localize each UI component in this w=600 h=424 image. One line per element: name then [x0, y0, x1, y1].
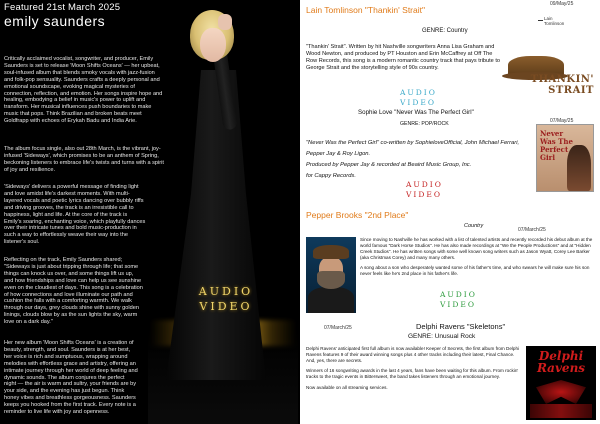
pepper-media-links — [440, 290, 500, 310]
bio-paragraph-2: The album focus single, also out 28th March, is the vibrant, joy-infused 'Sideways', which promises to be an anthem of Spring, beckoning listeners to embrace life's twists and turns with a spirit of joy and resilience. — [4, 146, 164, 173]
lain-description: "Thankin' Strait". Written by hit Nashville songwriters Anna Lisa Graham and Wood Newton, and produced by PT Houston and Erin McCaffrey at Off The Row Records, this song is a modern romantic country track that pays tribute to George Strait and the storytelling style of 90s country. — [306, 44, 501, 71]
lain-video-link[interactable]: VIDEO — [400, 98, 437, 107]
pepper-date: 07/March/25 — [518, 227, 546, 233]
lain-title: Lain Tomlinson "Thankin' Strait" — [306, 5, 426, 15]
featured-date: Featured 21st March 2025 — [4, 2, 121, 13]
logo-dash — [538, 20, 543, 21]
sophie-audio-link[interactable]: AUDIO — [406, 180, 443, 189]
audio-link[interactable]: AUDIO — [198, 285, 254, 298]
cover-title — [520, 74, 594, 96]
delphi-genre: GENRE: Unusual Rock — [408, 333, 476, 340]
bio-paragraph-3: 'Sideways' delivers a powerful message of finding light and love amidst life's darkest moments. With multi-layered vocals and poetic lyrics dancing over bubbly riffs and driving grooves, the track is an irresistible call to happiness, light and life. At the core of the track is Emily's soaring, enchanting voice, which playfully dances over their intricate tunes and bold music-production in such a way to effortlessly weave their way into the listener's soul. — [4, 184, 146, 246]
lain-media-links — [400, 88, 460, 108]
sophie-line-2: Produced by Pepper Jay & recorded at Beaird Music Group, Inc. — [306, 162, 472, 168]
artist-name: emily saunders — [4, 13, 106, 29]
sophie-cover-art — [536, 124, 594, 192]
video-link[interactable]: VIDEO — [199, 300, 253, 313]
photo-dress — [166, 70, 266, 380]
lain-date: 09/May/25 — [550, 1, 574, 7]
cover-title-line-2: STRAIT — [548, 85, 594, 96]
pepper-audio-link[interactable]: AUDIO — [440, 290, 477, 299]
sophie-cover-title: Never Was The Perfect Girl — [540, 129, 573, 162]
pepper-photo-body — [308, 287, 354, 313]
delphi-paragraph-3: Now available on all streaming services. — [306, 384, 388, 390]
right-page — [300, 0, 600, 424]
delphi-cover-art — [526, 346, 596, 420]
sophie-video-link[interactable]: VIDEO — [406, 190, 443, 199]
pepper-photo — [306, 237, 356, 313]
delphi-paragraph-1: Delphi Ravens' anticipated first full album is now available! Keeper of Secrets, the first album from Delphi Ravens features 9 of their award winning songs plus 4 other tracks including their latest, Final Chance. And, yes, there are secrets. — [306, 346, 520, 363]
logo-line-2: Tomlinson — [544, 21, 565, 26]
sophie-cover-figure — [567, 145, 591, 191]
sophie-heading: Sophie Love "Never Was The Perfect Girl" — [358, 109, 474, 116]
delphi-title: Delphi Ravens "Skeletons" — [416, 322, 506, 331]
sophie-media-links — [406, 180, 466, 200]
lain-cover-art — [502, 16, 594, 106]
delphi-date: 07/March/25 — [324, 325, 352, 331]
photo-face — [200, 28, 226, 62]
left-media-links — [178, 284, 274, 314]
bio-paragraph-5: Her new album 'Moon Shifts Oceans' is a creation of beauty, strength, and soul. Saunders is at her best, her voice is rich and sumptuous, wrapping around melodies with effortless grace and artistry, offering an intimate journey through her world of deep feeling and dynamic sounds. The album conjures the perfect night — the air is warm and sultry, your friends are by your side, and the evening has just begun. Think honey vibes and breathless gorgeousness. Saunders keeps you hooked from the first track. Every note is a reminder to live life with joy and openness. — [4, 340, 138, 416]
logo-line-1: Lain — [544, 16, 553, 21]
lain-audio-link[interactable]: AUDIO — [400, 88, 437, 97]
photo-hand — [218, 14, 232, 30]
sophie-line-1: "Never Was the Perfect Girl" co-written by SophieloveOfficial, John Michael Ferrari, Pepper Jay & Roy Ligon. — [306, 140, 520, 157]
pepper-video-link[interactable]: VIDEO — [440, 300, 477, 309]
bio-paragraph-4: Reflecting on the track, Emily Saunders shared; "Sideways is just about tripping through life; that some things can knock us over, and some things lift us up, and how friendships and love can help us see sunshine even on the cloudiest of days. This song is a celebration of how connections and love illuminate our path and cushion the falls with a comforting warmth. We walk through our days, grey clouds shine with sunny golden linings, clouds blow by as the sun lights the sky, warm love on a dark day." — [4, 257, 143, 326]
pepper-photo-hat — [313, 245, 349, 259]
sophie-description — [306, 138, 526, 182]
pepper-genre: Country — [464, 223, 484, 229]
delphi-cover-glow — [530, 404, 592, 418]
delphi-cover-title: Delphi Ravens — [536, 349, 586, 375]
lain-genre: GENRE: Country — [422, 28, 468, 34]
sophie-line-3: for Cappy Records. — [306, 173, 356, 179]
pepper-description — [360, 237, 598, 276]
delphi-description — [306, 346, 520, 391]
pepper-photo-beard — [317, 271, 345, 289]
bio-paragraph-1: Critically acclaimed vocalist, songwriter, and producer, Emily Saunders is set to release 'Moon Shifts Oceans' — her upbeat, soul-infused album that blends smoky vocals with jazz-fusion and folk-pop sensuality. Saunders crafts a deeply personal and emotional soundscape, evoking magical mysteries of connection, reflection, and emotion. Her songs inspire hope and healing, embodying a belief in music's power to uplift and transform. Her musical influences push boundaries to make music that pops. Think Brazilian and broken beats meet Goldfrapp with echoes of Erykah Badu and India Arie. — [4, 56, 163, 125]
pepper-title: Pepper Brooks "2nd Place" — [306, 210, 409, 220]
artist-photo — [148, 0, 298, 424]
sophie-genre: GENRE: POP/ROCK — [400, 121, 449, 127]
pepper-paragraph-2: A song about a son who desperately wanted some of his father's time, and who swears he will make sure his son never feels like he's 2nd place in his father's life. — [360, 264, 590, 276]
delphi-paragraph-2: Winners of 16 songwriting awards in the last 4 years, fans have been waiting for this album. From rockin' tracks to the tragic events in Bittersweet, the band takes listeners through an emotional journey. — [306, 368, 519, 380]
sophie-date: 07/May/25 — [550, 118, 574, 124]
lain-logo-text — [544, 16, 588, 26]
cover-title-line-1: THANKIN' — [530, 74, 594, 85]
pepper-paragraph-1: Since moving to Nashville he has worked with a list of talented artists and recently recorded his debut album at the world famous "Dark Horse Studios". He has also made recordings at "We the People Productions" and at "Hidden Creek Studios". He has written songs with some well known song writers such as Jason Wyatt, Corey Lee Barker (aka Christmas Corey) and many many others. — [360, 237, 593, 260]
raven-wings-icon — [536, 380, 586, 404]
